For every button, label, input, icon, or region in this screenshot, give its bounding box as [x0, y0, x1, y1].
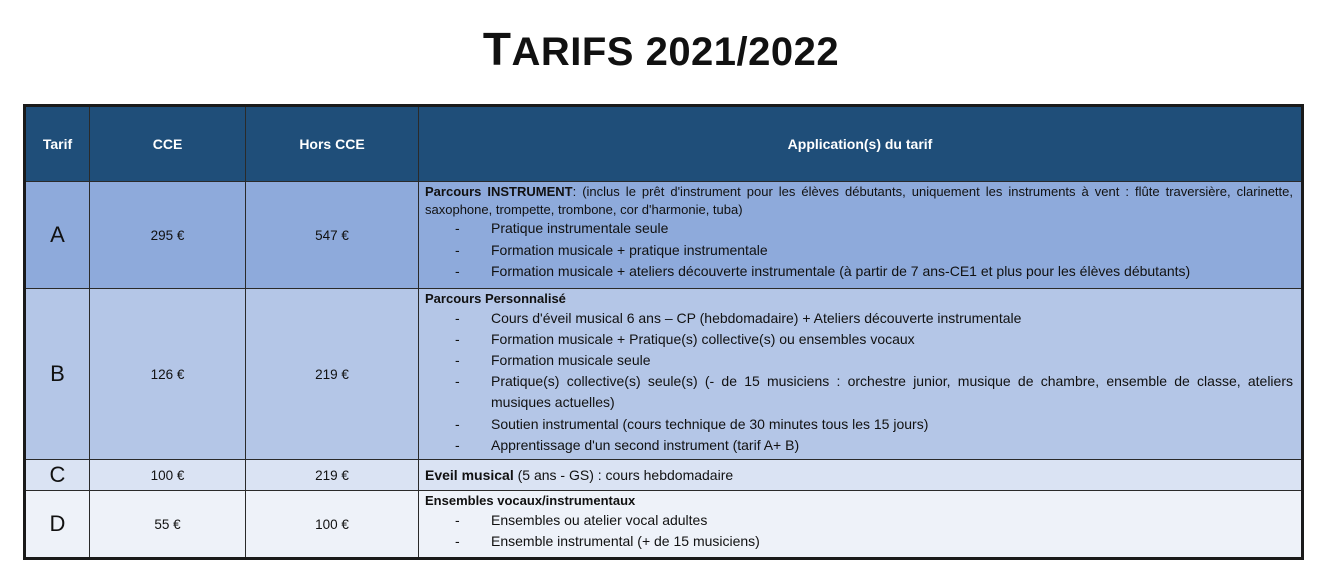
list-item [455, 350, 1293, 371]
application-list [425, 510, 1293, 553]
cce-cell: 295 € [90, 182, 246, 289]
application-cell [419, 460, 1303, 491]
page-title [0, 22, 1322, 76]
table-header-row [25, 106, 1303, 182]
tarif-cell: A [25, 182, 90, 289]
list-item-text: Soutien instrumental (cours technique de 30 minutes tous les 15 jours) [491, 415, 929, 432]
list-item-text: Formation musicale + ateliers découverte instrumentale (à partir de 7 ans-CE1 et plus pour les élèves débutants) [491, 263, 1191, 279]
cce-cell: 55 € [90, 491, 246, 559]
application-heading: Parcours Personnalisé [425, 291, 566, 306]
tarif-cell: D [25, 491, 90, 559]
application-intro [425, 183, 1293, 218]
tarifs-table [23, 104, 1304, 560]
hors-cce-cell: 100 € [246, 491, 419, 559]
list-item [455, 414, 1293, 435]
table-row [25, 491, 1303, 559]
application-heading: Ensembles vocaux/instrumentaux [425, 493, 636, 508]
application-cell [419, 491, 1303, 559]
list-item-text: Formation musicale + Pratique(s) collective(s) ou ensembles vocaux [491, 330, 915, 347]
application-cell [419, 289, 1303, 460]
application-description: (5 ans - GS) : cours hebdomadaire [513, 466, 734, 483]
application-description: : (inclus le prêt d'instrument pour les élèves débutants, uniquement les instruments à vent : flûte traversière, clarinette, saxophone, trompette, trombone, cor d'harmonie, tuba) [425, 184, 1293, 217]
hors-cce-cell: 219 € [246, 289, 419, 460]
table-row [25, 289, 1303, 460]
list-item [455, 371, 1293, 413]
application-intro [425, 290, 1293, 308]
list-item-text: Ensemble instrumental (+ de 15 musiciens) [491, 533, 760, 549]
list-item [455, 308, 1293, 329]
page-title-initial: T [482, 23, 512, 75]
list-item-text: Pratique instrumentale seule [491, 220, 669, 236]
list-item-text: Pratique(s) collective(s) seule(s) (- de 15 musiciens : orchestre junior, musique de chambre, ensemble de classe, ateliers musiques actuelles) [491, 373, 1293, 411]
dash-bullet: - [455, 415, 460, 432]
table-row [25, 182, 1303, 289]
hors-cce-cell: 219 € [246, 460, 419, 491]
application-intro [425, 492, 1293, 510]
list-item [455, 261, 1293, 283]
dash-bullet: - [455, 436, 460, 453]
list-item [455, 531, 1293, 553]
header-hors-cce: Hors CCE [246, 106, 419, 182]
application-intro [425, 467, 1293, 485]
application-heading: Parcours INSTRUMENT [425, 184, 573, 199]
dash-bullet: - [455, 220, 460, 236]
application-heading: Eveil musical [425, 466, 514, 483]
list-item-text: Formation musicale + pratique instrumentale [491, 241, 768, 258]
table-row [25, 460, 1303, 491]
header-application: Application(s) du tarif [419, 106, 1303, 182]
application-list [425, 218, 1293, 283]
tarif-cell: C [25, 460, 90, 491]
list-item [455, 218, 1293, 240]
hors-cce-cell: 547 € [246, 182, 419, 289]
cce-cell: 126 € [90, 289, 246, 460]
list-item-text: Cours d'éveil musical 6 ans – CP (hebdomadaire) + Ateliers découverte instrumentale [491, 309, 1022, 326]
dash-bullet: - [455, 330, 460, 347]
dash-bullet: - [455, 511, 460, 528]
dash-bullet: - [455, 533, 460, 549]
cce-cell: 100 € [90, 460, 246, 491]
dash-bullet: - [455, 351, 460, 368]
dash-bullet: - [455, 309, 460, 326]
list-item [455, 329, 1293, 350]
page-title-rest: ARIFS 2021/2022 [511, 30, 840, 74]
dash-bullet: - [455, 241, 460, 258]
application-list [425, 308, 1293, 456]
header-tarif: Tarif [25, 106, 90, 182]
list-item [455, 510, 1293, 532]
application-cell [419, 182, 1303, 289]
dash-bullet: - [455, 373, 460, 390]
list-item-text: Apprentissage d'un second instrument (tarif A+ B) [491, 436, 800, 453]
list-item [455, 240, 1293, 262]
list-item-text: Formation musicale seule [491, 351, 651, 368]
header-cce: CCE [90, 106, 246, 182]
list-item [455, 435, 1293, 456]
dash-bullet: - [455, 263, 460, 279]
tarif-cell: B [25, 289, 90, 460]
list-item-text: Ensembles ou atelier vocal adultes [491, 511, 708, 528]
